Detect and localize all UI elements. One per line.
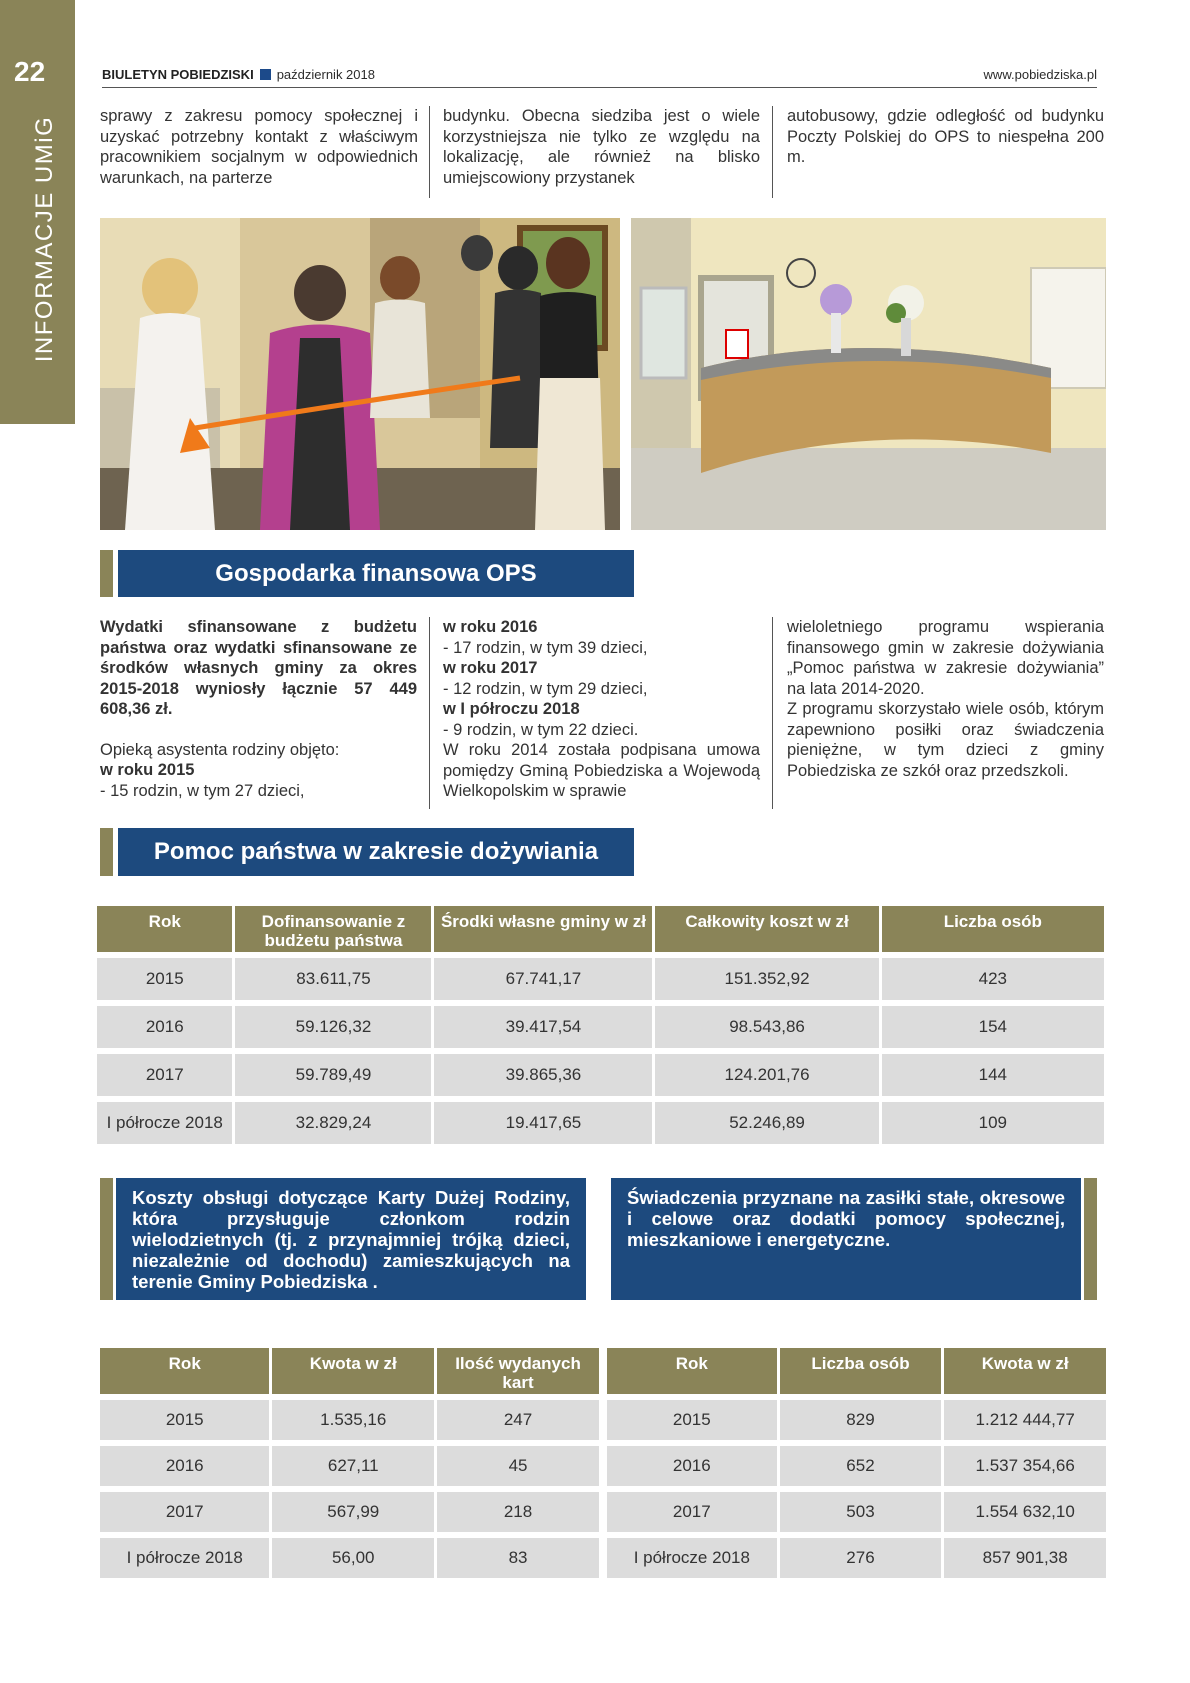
page-number: 22 bbox=[14, 56, 46, 87]
cell-year: 2015 bbox=[607, 1400, 777, 1440]
col-header-subsidy: Dofinansowanie z budżetu państwa bbox=[235, 906, 431, 952]
cell-amount: 1.212 444,77 bbox=[944, 1400, 1106, 1440]
col-header-year: Rok bbox=[100, 1348, 269, 1394]
table-row bbox=[607, 1538, 1106, 1578]
intro-col-3: autobusowy, gdzie odległość od budynku Poczty Polskiej do OPS to niespełna 200 m. bbox=[787, 107, 1104, 166]
allowances-table bbox=[604, 1342, 1109, 1584]
col-header-own-funds: Środki własne gminy w zł bbox=[434, 906, 652, 952]
table-row bbox=[97, 958, 1104, 1000]
year-2016-label: w roku 2016 bbox=[443, 618, 538, 636]
col-header-year: Rok bbox=[97, 906, 232, 952]
year-2015-text: - 15 rodzin, w tym 27 dzieci, bbox=[100, 781, 305, 800]
table-header-row bbox=[97, 906, 1104, 952]
intro-col-2: budynku. Obecna siedziba jest o wiele korzystniejsza nie tylko ze względu na lokalizację, ale również na blisko umiejscowiony przystanek bbox=[443, 107, 760, 187]
cell-year: 2016 bbox=[100, 1446, 269, 1486]
cell-subsidy: 83.611,75 bbox=[235, 958, 431, 1000]
col-header-year: Rok bbox=[607, 1348, 777, 1394]
cell-cards: 247 bbox=[437, 1400, 599, 1440]
table-row bbox=[607, 1400, 1106, 1440]
col-header-cards-issued: Ilość wydanych kart bbox=[437, 1348, 599, 1394]
cell-cards: 83 bbox=[437, 1538, 599, 1578]
box-bar-left bbox=[100, 1178, 113, 1300]
year-2017-text: - 12 rodzin, w tym 29 dzieci, bbox=[443, 679, 648, 698]
cell-amount: 1.537 354,66 bbox=[944, 1446, 1106, 1486]
cell-year: I półrocze 2018 bbox=[607, 1538, 777, 1578]
year-2018-label: w I półroczu 2018 bbox=[443, 700, 580, 718]
table-row bbox=[100, 1400, 599, 1440]
column-divider bbox=[429, 106, 430, 198]
cell-year: I półrocze 2018 bbox=[97, 1102, 232, 1144]
cell-year: 2015 bbox=[100, 1400, 269, 1440]
family-card-table bbox=[97, 1342, 602, 1584]
column-divider bbox=[772, 106, 773, 198]
cell-persons: 276 bbox=[780, 1538, 942, 1578]
table-row bbox=[97, 1054, 1104, 1096]
finance-col-2 bbox=[443, 617, 760, 802]
col-header-amount: Kwota w zł bbox=[272, 1348, 434, 1394]
square-icon bbox=[260, 69, 271, 80]
cell-cards: 218 bbox=[437, 1492, 599, 1532]
cell-year: I półrocze 2018 bbox=[100, 1538, 269, 1578]
column-divider bbox=[772, 617, 773, 809]
table-row bbox=[607, 1492, 1106, 1532]
nutrition-table bbox=[94, 900, 1107, 1150]
finance-col-3 bbox=[787, 617, 1104, 781]
cell-persons: 144 bbox=[882, 1054, 1104, 1096]
table-header-row bbox=[100, 1348, 599, 1394]
section-heading-finance: Gospodarka finansowa OPS bbox=[118, 550, 634, 597]
cell-year: 2016 bbox=[97, 1006, 232, 1048]
cell-persons: 154 bbox=[882, 1006, 1104, 1048]
cell-subsidy: 59.789,49 bbox=[235, 1054, 431, 1096]
intro-col-1: sprawy z zakresu pomocy społecznej i uzyskać potrzebny kontakt z właściwym pracownikiem socjalnym w odpowiednich warunkach, na parterze bbox=[100, 107, 418, 187]
cell-amount: 56,00 bbox=[272, 1538, 434, 1578]
assistant-intro: Opieką asystenta rodziny objęto: bbox=[100, 740, 340, 759]
finance-summary: Wydatki sfinansowane z budżetu państwa oraz wydatki sfinansowane ze środków własnych gminy za okres 2015-2018 wyniosły łącznie 57 449 608,36 zł. bbox=[100, 618, 417, 718]
finance-col-1 bbox=[100, 617, 417, 801]
cell-year: 2017 bbox=[100, 1492, 269, 1532]
box-bar-right bbox=[1084, 1178, 1097, 1300]
col-header-persons: Liczba osób bbox=[882, 906, 1104, 952]
cell-cards: 45 bbox=[437, 1446, 599, 1486]
year-2017-label: w roku 2017 bbox=[443, 659, 538, 677]
cell-total-cost: 124.201,76 bbox=[655, 1054, 878, 1096]
website-link[interactable]: www.pobiedziska.pl bbox=[983, 67, 1097, 82]
cell-year: 2015 bbox=[97, 958, 232, 1000]
heading-bar bbox=[100, 828, 113, 876]
program-text: wieloletniego programu wspierania finansowego gmin w zakresie dożywiania „Pomoc państwa w zakresie dożywiania” na lata 2014-2020. bbox=[787, 618, 1104, 698]
family-card-box: Koszty obsługi dotyczące Karty Dużej Rodziny, która przysługuje członkom rodzin wielodzietnych (tj. z przynajmniej trójką dzieci, niezależnie od dochodu) zamieszkujących na terenie Gminy Pobiedziska . bbox=[116, 1178, 586, 1300]
cell-total-cost: 98.543,86 bbox=[655, 1006, 878, 1048]
table-row bbox=[97, 1102, 1104, 1144]
table-row bbox=[100, 1538, 599, 1578]
table-row bbox=[607, 1446, 1106, 1486]
cell-amount: 627,11 bbox=[272, 1446, 434, 1486]
cell-year: 2016 bbox=[607, 1446, 777, 1486]
cell-year: 2017 bbox=[607, 1492, 777, 1532]
program-beneficiaries: Z programu skorzystało wiele osób, którym zapewniono posiłki oraz świadczenia pieniężne, w tym dzieci z gminy Pobiedziska ze szkół oraz przedszkoli. bbox=[787, 700, 1104, 780]
cell-persons: 109 bbox=[882, 1102, 1104, 1144]
agreement-text: W roku 2014 została podpisana umowa pomiędzy Gminą Pobiedziska a Wojewodą Wielkopolskim w sprawie bbox=[443, 741, 760, 800]
column-divider bbox=[429, 617, 430, 809]
section-label: INFORMACJE UMiG bbox=[31, 115, 58, 363]
cell-year: 2017 bbox=[97, 1054, 232, 1096]
year-2015-label: w roku 2015 bbox=[100, 761, 195, 779]
cell-persons: 423 bbox=[882, 958, 1104, 1000]
cell-total-cost: 151.352,92 bbox=[655, 958, 878, 1000]
col-header-total-cost: Całkowity koszt w zł bbox=[655, 906, 878, 952]
year-2016-text: - 17 rodzin, w tym 39 dzieci, bbox=[443, 638, 648, 657]
reception-desk-photo bbox=[631, 218, 1106, 530]
heading-bar bbox=[100, 550, 113, 597]
cell-own-funds: 39.865,36 bbox=[434, 1054, 652, 1096]
cell-amount: 1.554 632,10 bbox=[944, 1492, 1106, 1532]
col-header-amount: Kwota w zł bbox=[944, 1348, 1106, 1394]
cell-subsidy: 59.126,32 bbox=[235, 1006, 431, 1048]
cell-own-funds: 19.417,65 bbox=[434, 1102, 652, 1144]
cell-persons: 503 bbox=[780, 1492, 942, 1532]
year-2018-text: - 9 rodzin, w tym 22 dzieci. bbox=[443, 720, 639, 739]
table-row bbox=[97, 1006, 1104, 1048]
table-row bbox=[100, 1446, 599, 1486]
allowances-box: Świadczenia przyznane na zasiłki stałe, okresowe i celowe oraz dodatki pomocy społecznej, mieszkaniowe i energetyczne. bbox=[611, 1178, 1081, 1300]
section-heading-nutrition: Pomoc państwa w zakresie dożywiania bbox=[118, 828, 634, 876]
cell-own-funds: 67.741,17 bbox=[434, 958, 652, 1000]
col-header-persons: Liczba osób bbox=[780, 1348, 942, 1394]
cell-amount: 567,99 bbox=[272, 1492, 434, 1532]
cell-amount: 1.535,16 bbox=[272, 1400, 434, 1440]
table-header-row bbox=[607, 1348, 1106, 1394]
table-row bbox=[100, 1492, 599, 1532]
page-header bbox=[102, 67, 1097, 88]
cell-own-funds: 39.417,54 bbox=[434, 1006, 652, 1048]
cell-persons: 652 bbox=[780, 1446, 942, 1486]
cell-total-cost: 52.246,89 bbox=[655, 1102, 878, 1144]
publication-name: BIULETYN POBIEDZISKI bbox=[102, 67, 254, 82]
cell-amount: 857 901,38 bbox=[944, 1538, 1106, 1578]
issue-date: październik 2018 bbox=[276, 67, 375, 82]
cell-persons: 829 bbox=[780, 1400, 942, 1440]
cell-subsidy: 32.829,24 bbox=[235, 1102, 431, 1144]
ribbon-cutting-photo bbox=[100, 218, 620, 530]
